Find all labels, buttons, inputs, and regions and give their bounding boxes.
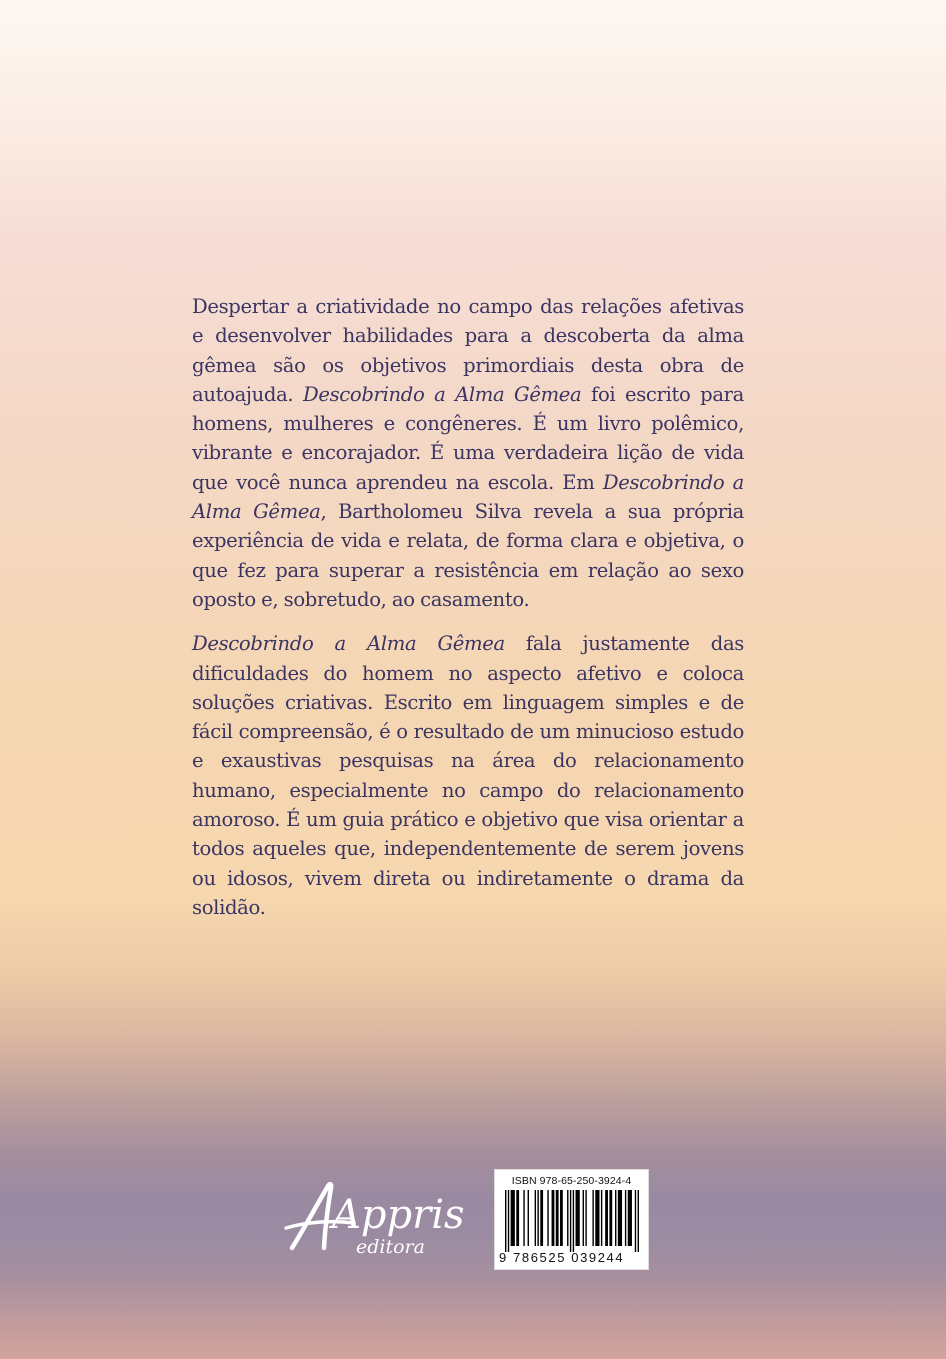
barcode-bar [573, 1190, 574, 1252]
barcode-bar [576, 1190, 580, 1246]
barcode-bar [537, 1190, 538, 1246]
barcode-bar [505, 1190, 506, 1252]
barcode-bar [535, 1190, 536, 1246]
back-cover-blurb [192, 292, 744, 922]
barcode-bar [528, 1190, 529, 1246]
barcode-bar [511, 1190, 515, 1246]
blurb-text: Despertar a criatividade no campo das relações afetivas e desenvolver habilidades para a descoberta da alma gêmea são os objetivos primordiais desta obra de autoajuda. [192, 295, 744, 406]
isbn-barcode [494, 1169, 649, 1270]
barcode-bar [609, 1190, 612, 1246]
logo-wordmark: Appris [332, 1192, 464, 1238]
barcode-bar [560, 1190, 563, 1246]
barcode-bar [583, 1190, 584, 1246]
barcode-bar [547, 1190, 548, 1246]
barcode-bar [508, 1190, 509, 1252]
blurb-paragraph-2 [192, 629, 744, 922]
barcode-bars [505, 1190, 639, 1252]
barcode-bar [570, 1190, 571, 1252]
logo-subname: editora [356, 1236, 425, 1258]
barcode-bar [638, 1190, 639, 1252]
barcode-bar [552, 1190, 555, 1246]
blurb-text: fala justamente das dificuldades do homem no aspecto afetivo e coloca soluções criativas. Escrito em linguagem simples e de fácil compreensão, é o resultado de um minucioso estudo e exaustivas pesquisas na área do relacionamento humano, especialmente no campo do relacionamento amoroso. É um guia prático e objetivo que visa orientar a todos aqueles que, independentemente de serem jovens ou idosos, vivem direta ou indiretamente o drama da solidão. [192, 632, 744, 919]
barcode-bar [595, 1190, 599, 1246]
barcode-bar [628, 1190, 632, 1246]
barcode-bar [567, 1190, 568, 1246]
isbn-label: ISBN 978-65-250-3924-4 [511, 1175, 632, 1187]
barcode-bar [625, 1190, 626, 1246]
barcode-bar [592, 1190, 593, 1246]
blurb-text: foi escrito para homens, mulheres e congêneres. É um livro polêmico, vibrante e encorajador. É uma verdadeira lição de vida que você nunca aprendeu na escola. Em [192, 382, 745, 494]
barcode-bar [635, 1190, 636, 1252]
book-title-italic: Descobrindo a Alma Gêmea [192, 470, 745, 524]
barcode-bar [556, 1190, 559, 1246]
appris-logo-svg [284, 1176, 464, 1266]
barcode-bar [585, 1190, 586, 1246]
book-title-italic: Descobrindo a Alma Gêmea [192, 632, 505, 656]
blurb-text: , Bartholomeu Silva revela a sua própria experiência de vida e relata, de forma clara e objetiva, o que fez para superar a resistência em relação ao sexo oposto e, sobretudo, ao casamento. [192, 500, 745, 611]
barcode-bar [516, 1190, 519, 1246]
barcode-bar [523, 1190, 524, 1246]
book-title-italic: Descobrindo a Alma Gêmea [302, 382, 582, 406]
isbn-digits: 9 786525 039244 [499, 1250, 625, 1265]
blurb-paragraph-1 [192, 292, 744, 614]
appris-editora-logo [284, 1176, 464, 1266]
barcode-bar [540, 1190, 543, 1246]
barcode-bar [618, 1190, 622, 1246]
barcode-bar [615, 1190, 616, 1246]
barcode-bar [605, 1190, 608, 1246]
barcode-bar [601, 1190, 602, 1246]
